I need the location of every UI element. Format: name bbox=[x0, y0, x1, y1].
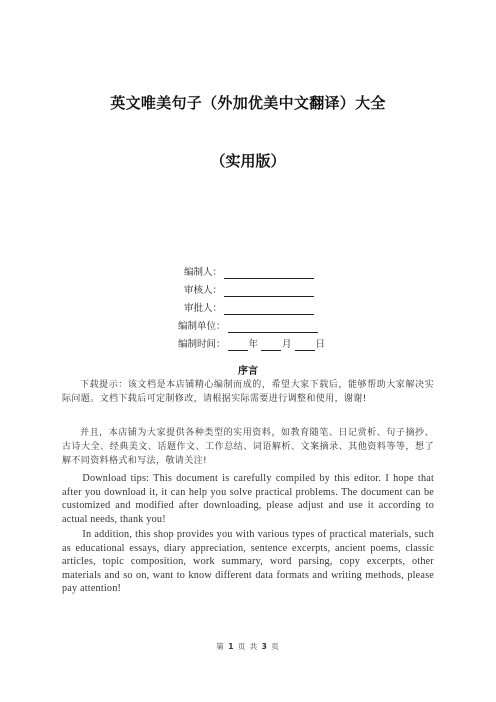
unit-label: 编制单位： bbox=[178, 321, 226, 332]
reviewer-row bbox=[178, 282, 338, 300]
editor-row bbox=[178, 264, 338, 282]
document-info-form bbox=[178, 264, 338, 354]
year-blank bbox=[228, 339, 248, 351]
footer-mid: 页 共 bbox=[237, 642, 259, 651]
preface-paragraph-1: 下载提示：该文档是本店铺精心编制而成的，希望大家下载后，能够帮助大家解决实际问题。文档下载后可定制修改，请根据实际需要进行调整和使用，谢谢! bbox=[62, 380, 434, 404]
reviewer-blank bbox=[224, 285, 314, 297]
month-label: 月 bbox=[282, 339, 292, 350]
document-title: 英文唯美句子（外加优美中文翻译）大全 bbox=[110, 94, 386, 112]
time-label: 编制时间： bbox=[178, 339, 226, 350]
time-row bbox=[178, 336, 338, 354]
unit-row bbox=[178, 318, 338, 336]
preface-heading: 序言 bbox=[238, 366, 258, 377]
footer-total-pages: 3 bbox=[261, 642, 268, 651]
year-label: 年 bbox=[248, 339, 259, 350]
editor-label: 编制人： bbox=[184, 267, 223, 278]
day-label: 日 bbox=[315, 339, 326, 350]
approver-blank bbox=[224, 303, 314, 315]
approver-label: 审批人： bbox=[184, 303, 223, 314]
page-footer bbox=[0, 641, 496, 652]
preface-paragraph-2: 并且，本店铺为大家提供各种类型的实用资料，如教育随笔、日记赏析、句子摘抄、古诗大全、经典美文、话题作文、工作总结、词语解析、文案摘录、其他资料等等，想了解不同资料格式和写法，敬请关注! bbox=[62, 428, 434, 466]
editor-blank bbox=[224, 267, 314, 279]
reviewer-label: 审核人： bbox=[184, 285, 223, 296]
document-subtitle: （实用版） bbox=[210, 152, 286, 170]
preface-paragraph-3: Download tips: This document is carefully compiled by this editor. I hope that after you download it, it can help you solve practical problems. The document can be customized and modified after downloading, please adjust and use it according to actual needs, thank you! bbox=[62, 473, 434, 525]
footer-page-number: 1 bbox=[228, 642, 235, 651]
footer-prefix: 第 bbox=[216, 642, 225, 651]
unit-blank bbox=[228, 321, 318, 333]
day-blank bbox=[295, 339, 315, 351]
footer-suffix: 页 bbox=[271, 642, 280, 651]
preface-paragraph-4: In addition, this shop provides you with various types of practical materials, such as educational essays, diary appreciation, sentence excerpts, ancient poems, classic articles, topic composition, work summary, word parsing, copy excerpts, other materials and so on, want to know different data formats and writing methods, please pay attention! bbox=[62, 529, 434, 594]
approver-row bbox=[178, 300, 338, 318]
month-blank bbox=[261, 339, 281, 351]
